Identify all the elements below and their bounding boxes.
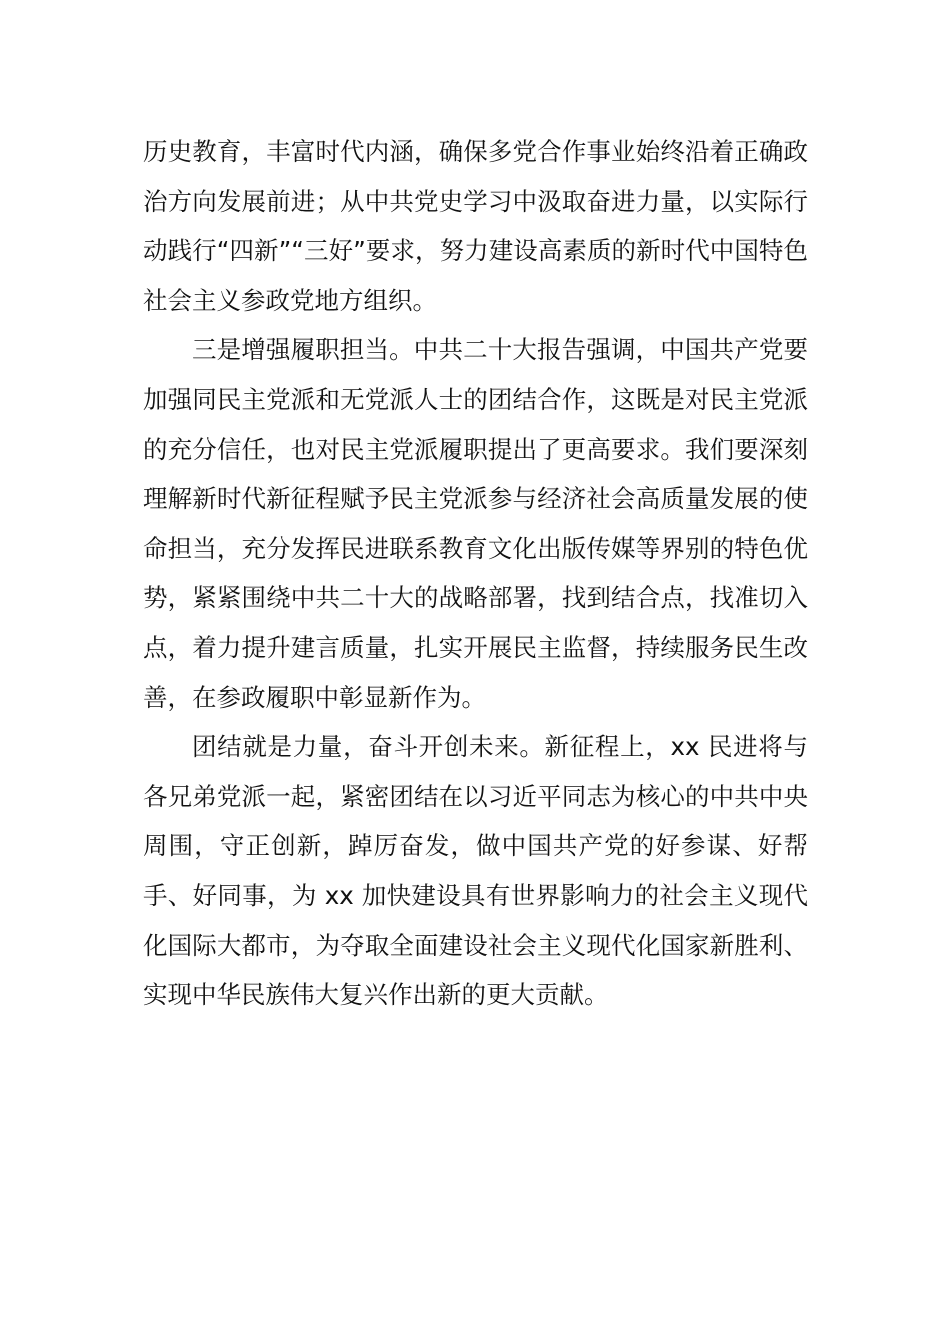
paragraph-conclusion: 团结就是力量，奋斗开创未来。新征程上，xx 民进将与各兄弟党派一起，紧密团结在以习近平同志为核心的中共中央周围，守正创新，踔厉奋发，做中国共产党的好参谋、好帮手、好同事，为 xx 加快建设具有世界影响力的社会主义现代化国际大都市，为夺取全面建设社会主义现代化国家新胜利、实现中华民族伟大复兴作出新的更大贡献。 [143, 732, 808, 1010]
paragraph-fulfill-duties: 三是增强履职担当。中共二十大报告强调，中国共产党要加强同民主党派和无党派人士的团结合作，这既是对民主党派的充分信任，也对民主党派履职提出了更高要求。我们要深刻理解新时代新征程赋予民主党派参与经济社会高质量发展的使命担当，充分发挥民进联系教育文化出版传媒等界别的特色优势，紧紧围绕中共二十大的战略部署，找到结合点，找准切入点，着力提升建言质量，扎实开展民主监督，持续服务民生改善，在参政履职中彰显新作为。 [143, 335, 808, 712]
paragraph-continuation: 历史教育，丰富时代内涵，确保多党合作事业始终沿着正确政治方向发展前进；从中共党史学习中汲取奋进力量，以实际行动践行“四新”“三好”要求，努力建设高素质的新时代中国特色社会主义参政党地方组织。 [143, 137, 808, 315]
document-body [143, 127, 808, 1020]
